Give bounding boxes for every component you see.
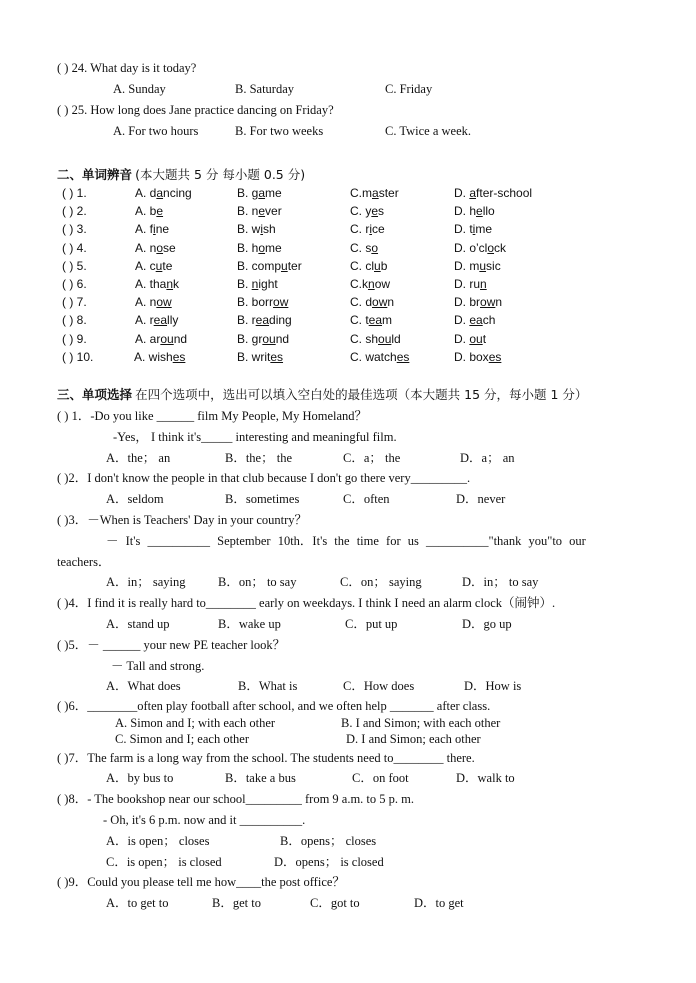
word-part: C. cl bbox=[350, 259, 374, 273]
q9-option-a: A．to get to bbox=[106, 896, 169, 910]
word-part: ow bbox=[374, 277, 391, 291]
word-part: t bbox=[482, 332, 487, 346]
phonics-option-b bbox=[237, 222, 276, 236]
phonics-option-a bbox=[135, 295, 172, 309]
q4-option-a: A．stand up bbox=[106, 617, 170, 631]
q5-option-b: B．What is bbox=[238, 679, 298, 693]
word-part: B. w bbox=[237, 222, 261, 236]
phonics-row-number: ( ) 4. bbox=[62, 241, 87, 255]
word-part: ster bbox=[378, 186, 399, 200]
word-part: me bbox=[475, 222, 493, 236]
underlined-letters: ow bbox=[372, 295, 388, 309]
q7-option-d: D．walk to bbox=[456, 771, 515, 785]
word-part: ce bbox=[372, 222, 385, 236]
section-2-note: (本大题共 5 分 每小题 0.5 分) bbox=[135, 167, 306, 182]
q24-stem: ( ) 24. What day is it today? bbox=[57, 61, 197, 75]
phonics-option-b bbox=[237, 295, 288, 309]
q4-option-c: C．put up bbox=[345, 617, 398, 631]
phonics-option-d bbox=[454, 222, 492, 236]
phonics-option-d bbox=[454, 332, 486, 346]
q1-stem: ( ) 1．-Do you like ______ film My People, My Homeland？ bbox=[57, 409, 368, 423]
phonics-option-a bbox=[135, 259, 172, 273]
word-part: C. y bbox=[350, 204, 372, 218]
underlined-letters: es bbox=[172, 350, 186, 364]
word-part: sic bbox=[486, 259, 501, 273]
phonics-option-b bbox=[237, 277, 278, 291]
word-part: s bbox=[378, 204, 385, 218]
phonics-option-c bbox=[350, 186, 399, 200]
q7-option-c: C．on foot bbox=[352, 771, 409, 785]
q2-option-a: A．seldom bbox=[106, 492, 164, 506]
phonics-row-number: ( ) 10. bbox=[62, 350, 94, 364]
phonics-row-number: ( ) 2. bbox=[62, 204, 87, 218]
word-part: me bbox=[265, 241, 282, 255]
underlined-letters: ou bbox=[469, 332, 483, 346]
q1-option-c: C．a； the bbox=[343, 451, 401, 465]
underlined-letters: es bbox=[396, 350, 410, 364]
word-part: n bbox=[495, 295, 503, 309]
phonics-option-a bbox=[135, 186, 192, 200]
q2-option-c: C．often bbox=[343, 492, 390, 506]
section-2-title: 二、单词辨音 bbox=[57, 167, 133, 182]
phonics-row-number: ( ) 1. bbox=[62, 186, 87, 200]
word-part: A. r bbox=[135, 313, 154, 327]
underlined-letters: o bbox=[156, 241, 164, 255]
underlined-letters: o bbox=[487, 241, 495, 255]
phonics-option-c bbox=[350, 241, 378, 255]
word-part: A. b bbox=[135, 204, 157, 218]
word-part: D. ru bbox=[454, 277, 481, 291]
section-3-title: 三、单项选择 bbox=[57, 387, 133, 402]
word-part: B. n bbox=[237, 204, 259, 218]
underlined-letters: a bbox=[156, 186, 164, 200]
underlined-letters: i bbox=[369, 222, 373, 236]
phonics-row-number: ( ) 3. bbox=[62, 222, 87, 236]
word-part: B. bbox=[237, 277, 252, 291]
q7-option-a: A．by bus to bbox=[106, 771, 174, 785]
word-part: m bbox=[382, 313, 393, 327]
phonics-option-a bbox=[135, 277, 179, 291]
underlined-letters: ou bbox=[378, 332, 392, 346]
q1-option-b: B．the； the bbox=[225, 451, 293, 465]
word-part: A. n bbox=[135, 241, 157, 255]
word-part: D. br bbox=[454, 295, 481, 309]
word-part: A. n bbox=[135, 295, 157, 309]
phonics-option-a bbox=[135, 204, 163, 218]
word-part: ver bbox=[265, 204, 282, 218]
q2-option-d: D．never bbox=[456, 492, 506, 506]
q7-option-b: B．take a bus bbox=[225, 771, 296, 785]
word-part: B. h bbox=[237, 241, 259, 255]
q3-option-a: A．in； saying bbox=[106, 575, 186, 589]
word-part: ding bbox=[269, 313, 292, 327]
q8-option-d: D．opens； is closed bbox=[274, 855, 384, 869]
phonics-option-d bbox=[454, 186, 532, 200]
phonics-row-number: ( ) 9. bbox=[62, 332, 87, 346]
word-part: llo bbox=[482, 204, 495, 218]
phonics-option-d bbox=[454, 277, 487, 291]
phonics-option-b bbox=[237, 350, 283, 364]
underlined-letters: a bbox=[372, 186, 379, 200]
underlined-letters: ea bbox=[255, 313, 270, 327]
q1-option-d: D．a； an bbox=[460, 451, 515, 465]
word-part: se bbox=[163, 241, 176, 255]
phonics-option-d bbox=[454, 350, 501, 364]
phonics-option-b bbox=[237, 204, 282, 218]
q3-line2: － It's __________ September 10th．It's the time for us __________"thank you"to our bbox=[106, 534, 586, 548]
q24-option-a: A. Sunday bbox=[113, 82, 166, 96]
q5-stem: ( )5．－ ______ your new PE teacher look？ bbox=[57, 638, 286, 652]
word-part: fter-school bbox=[476, 186, 533, 200]
underlined-letters: ea bbox=[153, 313, 168, 327]
q3-option-c: C．on； saying bbox=[340, 575, 422, 589]
underlined-letters: ea bbox=[368, 313, 383, 327]
word-part: A. ar bbox=[135, 332, 161, 346]
underlined-letters: i bbox=[260, 222, 264, 236]
phonics-row-number: ( ) 5. bbox=[62, 259, 87, 273]
phonics-option-c bbox=[350, 313, 392, 327]
q5-option-c: C．How does bbox=[343, 679, 415, 693]
underlined-letters: a bbox=[469, 186, 477, 200]
word-part: C. t bbox=[350, 313, 369, 327]
phonics-option-c bbox=[350, 332, 401, 346]
word-part: D. h bbox=[454, 204, 477, 218]
underlined-letters: es bbox=[488, 350, 502, 364]
underlined-letters: i bbox=[472, 222, 476, 236]
underlined-letters: e bbox=[476, 204, 483, 218]
phonics-row-number: ( ) 6. bbox=[62, 277, 87, 291]
q7-stem: ( )7．The farm is a long way from the school. The students need to________ there. bbox=[57, 751, 475, 765]
word-part: B. r bbox=[237, 313, 256, 327]
word-part: A. c bbox=[135, 259, 156, 273]
q9-option-d: D．to get bbox=[414, 896, 464, 910]
word-part: ne bbox=[155, 222, 170, 236]
word-part: n bbox=[387, 295, 395, 309]
underlined-letters: a bbox=[258, 186, 266, 200]
q24-option-b: B. Saturday bbox=[235, 82, 295, 96]
underlined-letters: es bbox=[270, 350, 284, 364]
q8-stem: ( )8．- The bookshop near our school_________ from 9 a.m. to 5 p. m. bbox=[57, 792, 415, 806]
phonics-option-b bbox=[237, 186, 282, 200]
word-part: C.m bbox=[350, 186, 372, 200]
word-part: D. bbox=[454, 186, 470, 200]
word-part: te bbox=[162, 259, 173, 273]
underlined-letters: e bbox=[371, 204, 379, 218]
word-part: nd bbox=[275, 332, 290, 346]
word-part: D. o’cl bbox=[454, 241, 488, 255]
phonics-option-a bbox=[135, 313, 178, 327]
q9-option-b: B．get to bbox=[212, 896, 261, 910]
word-part: C. s bbox=[350, 241, 372, 255]
q2-option-b: B．sometimes bbox=[225, 492, 300, 506]
phonics-option-b bbox=[237, 332, 289, 346]
word-part: A. wish bbox=[134, 350, 173, 364]
q5-line2: － Tall and strong. bbox=[111, 659, 205, 673]
phonics-option-d bbox=[454, 259, 501, 273]
phonics-option-c bbox=[350, 259, 387, 273]
phonics-option-c bbox=[350, 222, 385, 236]
phonics-option-b bbox=[237, 259, 302, 273]
underlined-letters: ou bbox=[262, 332, 276, 346]
q3-option-b: B．on； to say bbox=[218, 575, 297, 589]
word-part: lly bbox=[167, 313, 179, 327]
phonics-option-c bbox=[350, 350, 409, 364]
q25-option-c: C. Twice a week. bbox=[385, 124, 472, 138]
q9-option-c: C．got to bbox=[310, 896, 360, 910]
word-part: b bbox=[380, 259, 388, 273]
word-part: C. watch bbox=[350, 350, 397, 364]
phonics-option-d bbox=[454, 204, 495, 218]
word-part: A. tha bbox=[135, 277, 167, 291]
q24-option-c: C. Friday bbox=[385, 82, 433, 96]
word-part: A. d bbox=[135, 186, 157, 200]
word-part: C. r bbox=[350, 222, 370, 236]
word-part: ight bbox=[258, 277, 278, 291]
phonics-row-number: ( ) 8. bbox=[62, 313, 87, 327]
q8-option-b: B．opens； closes bbox=[280, 834, 377, 848]
underlined-letters: u bbox=[479, 259, 487, 273]
q6-option-b: B. I and Simon; with each other bbox=[341, 716, 501, 730]
word-part: ter bbox=[287, 259, 302, 273]
section-3-header bbox=[57, 387, 587, 403]
q9-stem: ( )9．Could you please tell me how____the post office？ bbox=[57, 875, 345, 889]
q8-option-a: A．is open； closes bbox=[106, 834, 210, 848]
phonics-option-a bbox=[135, 332, 187, 346]
phonics-option-a bbox=[135, 241, 176, 255]
q6-stem: ( )6．________often play football after school, and we often help _______ after class. bbox=[57, 699, 491, 713]
word-part: D. bbox=[454, 332, 470, 346]
underlined-letters: e bbox=[156, 204, 164, 218]
underlined-letters: n bbox=[368, 277, 375, 291]
underlined-letters: u bbox=[374, 259, 381, 273]
underlined-letters: u bbox=[155, 259, 163, 273]
q5-option-d: D．How is bbox=[464, 679, 522, 693]
word-part: C. sh bbox=[350, 332, 379, 346]
word-part: ck bbox=[494, 241, 507, 255]
underlined-letters: u bbox=[281, 259, 288, 273]
q25-stem: ( ) 25. How long does Jane practice dancing on Friday? bbox=[57, 103, 334, 117]
phonics-option-a bbox=[135, 222, 169, 236]
q25-option-a: A. For two hours bbox=[113, 124, 199, 138]
phonics-option-d bbox=[454, 241, 506, 255]
q6-option-c: C. Simon and I; each other bbox=[115, 732, 249, 746]
q1-option-a: A．the； an bbox=[106, 451, 171, 465]
phonics-option-b bbox=[237, 241, 282, 255]
phonics-option-c bbox=[350, 204, 384, 218]
word-part: ch bbox=[482, 313, 496, 327]
section-3-note: 在四个选项中，选出可以填入空白处的最佳选项（本大题共 15 分，每小题 1 分） bbox=[135, 387, 588, 402]
underlined-letters: ou bbox=[160, 332, 174, 346]
q4-option-b: B．wake up bbox=[218, 617, 281, 631]
word-part: nd bbox=[173, 332, 188, 346]
phonics-option-c bbox=[350, 277, 390, 291]
word-part: B. g bbox=[237, 186, 259, 200]
word-part: B. borr bbox=[237, 295, 274, 309]
q4-option-d: D．go up bbox=[462, 617, 512, 631]
word-part: k bbox=[173, 277, 180, 291]
q3-stem: ( )3．－When is Teachers' Day in your country？ bbox=[57, 513, 308, 527]
q3-line3: teachers． bbox=[57, 555, 111, 569]
q3-option-d: D．in； to say bbox=[462, 575, 539, 589]
phonics-option-d bbox=[454, 313, 495, 327]
q5-option-a: A．What does bbox=[106, 679, 181, 693]
phonics-option-c bbox=[350, 295, 394, 309]
word-part: A. f bbox=[135, 222, 154, 236]
underlined-letters: n bbox=[480, 277, 487, 291]
word-part: me bbox=[265, 186, 282, 200]
underlined-letters: o bbox=[258, 241, 266, 255]
word-part: D. t bbox=[454, 222, 473, 236]
q6-option-d: D. I and Simon; each other bbox=[346, 732, 481, 746]
phonics-option-b bbox=[237, 313, 292, 327]
word-part: ncing bbox=[163, 186, 192, 200]
underlined-letters: i bbox=[153, 222, 156, 236]
q8-option-c: C．is open； is closed bbox=[106, 855, 222, 869]
word-part: B. writ bbox=[237, 350, 271, 364]
q8-line2: - Oh, it's 6 p.m. now and it __________. bbox=[103, 813, 306, 827]
underlined-letters: ow bbox=[480, 295, 496, 309]
word-part: B. gr bbox=[237, 332, 263, 346]
section-2-header bbox=[57, 167, 305, 183]
underlined-letters: ea bbox=[469, 313, 483, 327]
underlined-letters: ow bbox=[156, 295, 172, 309]
word-part: D. bbox=[454, 313, 470, 327]
phonics-option-d bbox=[454, 295, 502, 309]
underlined-letters: n bbox=[251, 277, 259, 291]
q4-stem: ( )4．I find it is really hard to________ early on weekdays. I think I need an alarm clock（闹钟）. bbox=[57, 596, 556, 610]
word-part: C. d bbox=[350, 295, 373, 309]
q1-line2: -Yes， I think it's_____ interesting and meaningful film. bbox=[113, 430, 397, 444]
phonics-row-number: ( ) 7. bbox=[62, 295, 87, 309]
word-part: C.k bbox=[350, 277, 368, 291]
underlined-letters: o bbox=[371, 241, 379, 255]
underlined-letters: n bbox=[166, 277, 174, 291]
q2-stem: ( )2．I don't know the people in that club because I don't go there very_________. bbox=[57, 471, 471, 485]
word-part: B. comp bbox=[237, 259, 282, 273]
q6-option-a: A. Simon and I; with each other bbox=[115, 716, 276, 730]
phonics-option-a bbox=[134, 350, 185, 364]
underlined-letters: e bbox=[258, 204, 266, 218]
underlined-letters: ow bbox=[273, 295, 289, 309]
word-part: sh bbox=[263, 222, 276, 236]
word-part: D. m bbox=[454, 259, 480, 273]
word-part: D. box bbox=[454, 350, 489, 364]
word-part: ld bbox=[391, 332, 401, 346]
q25-option-b: B. For two weeks bbox=[235, 124, 324, 138]
